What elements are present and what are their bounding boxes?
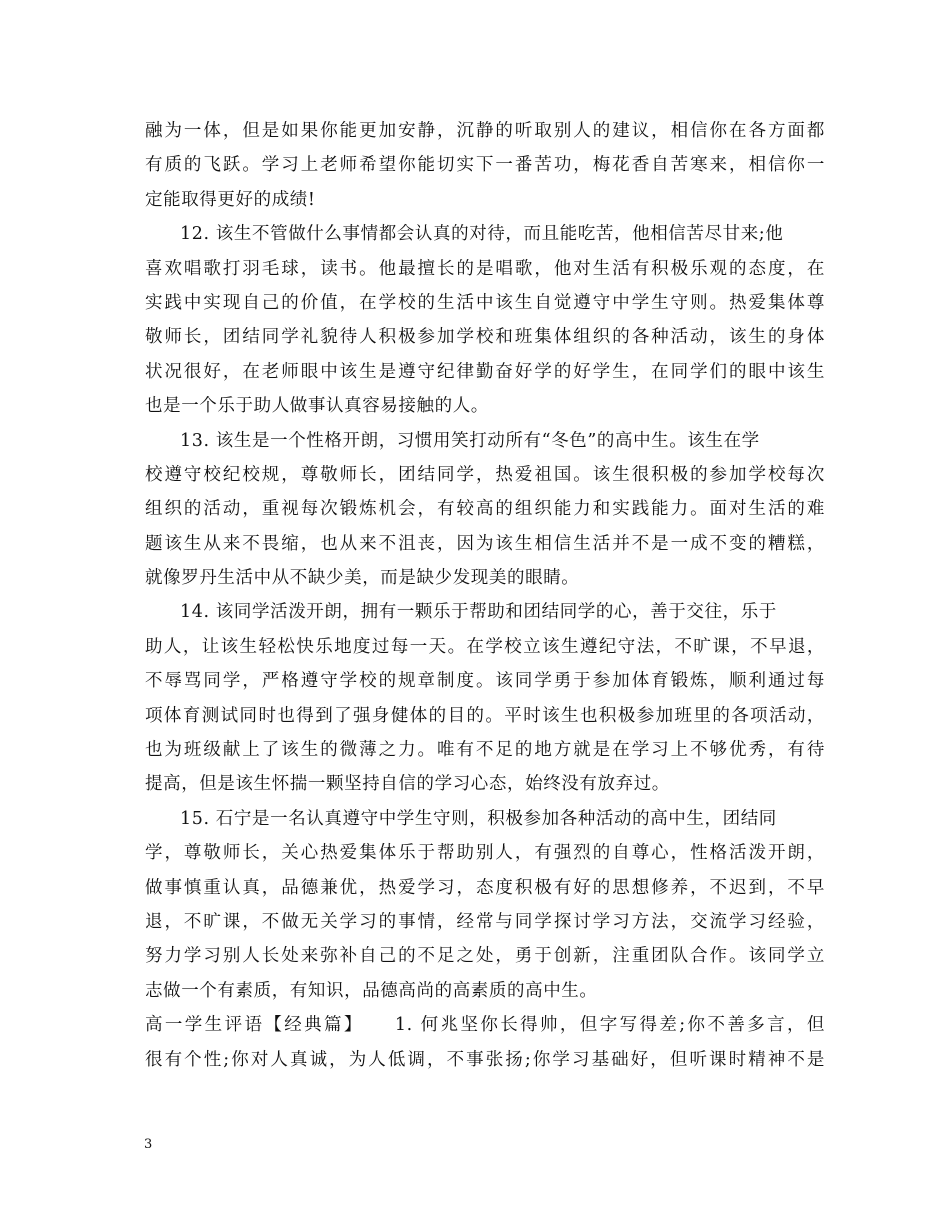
text-line: 组织的活动，重视每次锻炼机会，有较高的组织能力和实践能力。面对生活的难 — [145, 499, 825, 520]
paragraph-start-line: 13. 该生是一个性格开朗，习惯用笑打动所有“冬色”的高中生。该生在学 — [180, 430, 760, 451]
text-line: 很有个性;你对人真诚，为人低调，不事张扬;你学习基础好，但听课时精神不是 — [145, 1049, 825, 1070]
text-line: 不辱骂同学，严格遵守学校的规章制度。该同学勇于参加体育锻炼，顺利通过每 — [145, 671, 825, 692]
text-line: 志做一个有素质，有知识，品德高尚的高素质的高中生。 — [145, 980, 598, 1001]
text-line: 题该生从来不畏缩，也从来不沮丧，因为该生相信生活并不是一成不变的糟糕， — [145, 533, 825, 554]
text-line: 校遵守校纪校规，尊敬师长，团结同学，热爱祖国。该生很积极的参加学校每次 — [145, 464, 825, 485]
text-line: 学，尊敬师长，关心热爱集体乐于帮助别人，有强烈的自尊心，性格活泼开朗， — [145, 843, 825, 864]
text-line: 做事慎重认真，品德兼优，热爱学习，态度积极有好的思想修养，不迟到，不早 — [145, 877, 825, 898]
text-line: 也是一个乐于助人做事认真容易接触的人。 — [145, 396, 489, 417]
paragraph-start-line: 12. 该生不管做什么事情都会认真的对待，而且能吃苦，他相信苦尽甘来;他 — [180, 224, 784, 245]
text-line: 融为一体，但是如果你能更加安静，沉静的听取别人的建议，相信你在各方面都 — [145, 121, 825, 141]
text-line: 实践中实现自己的价值，在学校的生活中该生自觉遵守中学生守则。热爱集体尊 — [145, 292, 825, 313]
text-line: 助人，让该生轻松快乐地度过每一天。在学校立该生遵纪守法，不旷课，不早退， — [145, 636, 825, 657]
document-body — [145, 114, 825, 1077]
text-line: 提高，但是该生怀揣一颗坚持自信的学习心态，始终没有放弃过。 — [145, 774, 670, 795]
text-line: 也为班级献上了该生的微薄之力。唯有不足的地方就是在学习上不够优秀，有待 — [145, 740, 825, 761]
section-heading-line: 高一学生评语【经典篇】 1. 何兆坚你长得帅，但字写得差;你不善多言，但 — [145, 1015, 825, 1036]
text-line: 喜欢唱歌打羽毛球，读书。他最擅长的是唱歌，他对生活有积极乐观的态度，在 — [145, 258, 825, 279]
paragraph-start-line: 15. 石宁是一名认真遵守中学生守则，积极参加各种活动的高中生，团结同 — [180, 808, 777, 829]
text-line: 退，不旷课，不做无关学习的事情，经常与同学探讨学习方法，交流学习经验， — [145, 911, 825, 932]
text-line: 状况很好，在老师眼中该生是遵守纪律勤奋好学的好学生，在同学们的眼中该生 — [145, 361, 825, 382]
paragraph-start-line: 14. 该同学活泼开朗，拥有一颗乐于帮助和团结同学的心，善于交往，乐于 — [180, 602, 777, 623]
text-line: 努力学习别人长处来弥补自己的不足之处，勇于创新，注重团队合作。该同学立 — [145, 946, 825, 967]
text-line: 有质的飞跃。学习上老师希望你能切实下一番苦功，梅花香自苦寒来，相信你一 — [145, 155, 825, 176]
text-line: 敬师长，团结同学礼貌待人积极参加学校和班集体组织的各种活动，该生的身体 — [145, 327, 825, 348]
text-line: 就像罗丹生活中从不缺少美，而是缺少发现美的眼睛。 — [145, 568, 580, 589]
text-line: 项体育测试同时也得到了强身健体的目的。平时该生也积极参加班里的各项活动， — [145, 705, 825, 726]
page-number: 3 — [144, 1137, 153, 1152]
text-line: 定能取得更好的成绩! — [145, 189, 316, 210]
